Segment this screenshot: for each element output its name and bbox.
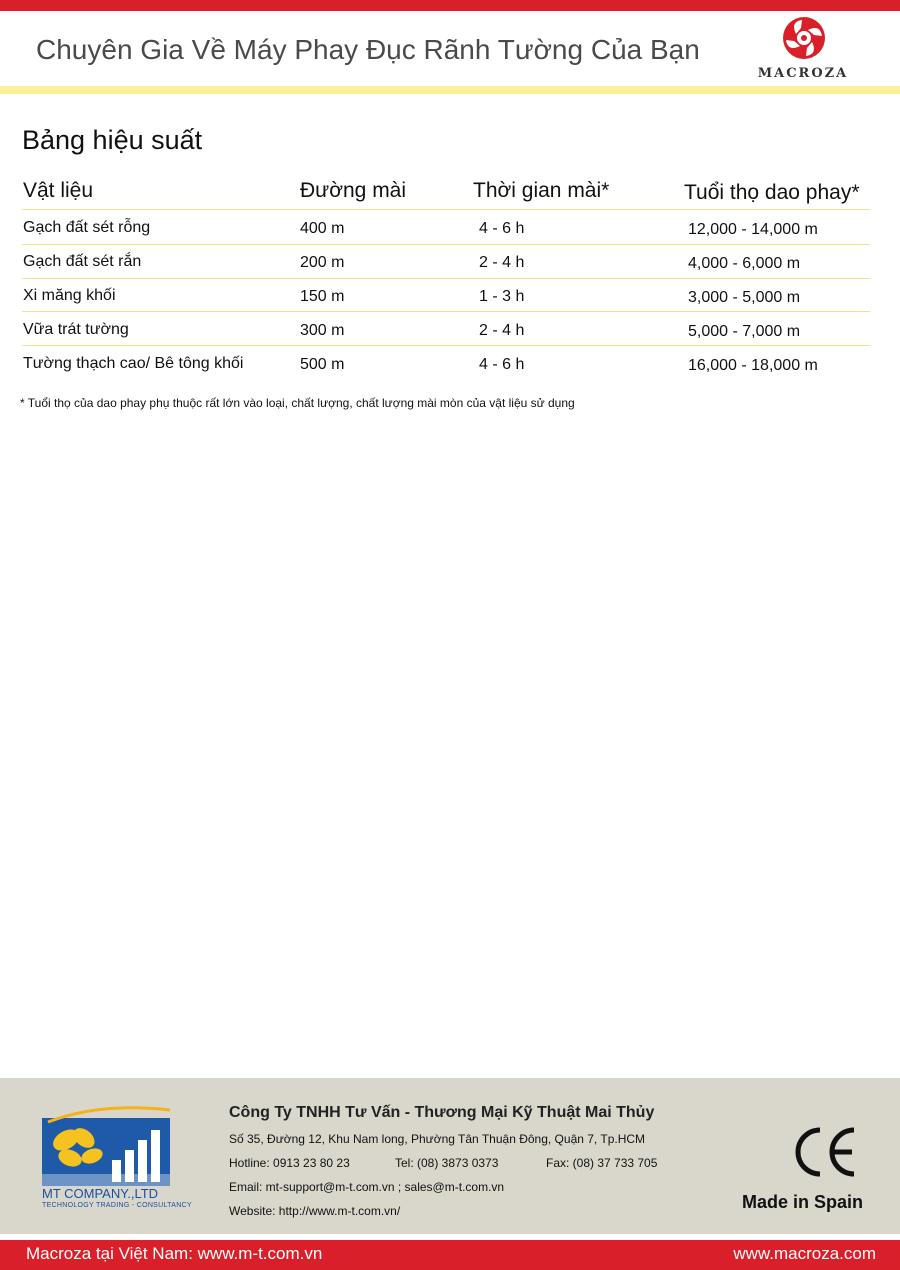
company-website[interactable]: Website: http://www.m-t.com.vn/ — [229, 1204, 401, 1218]
macroza-logo-text: MACROZA — [757, 66, 849, 81]
cell-cut-length: 500 m — [300, 356, 345, 373]
cell-material: Gạch đất sét rắn — [23, 253, 142, 270]
column-header-material: Vật liệu — [23, 179, 94, 202]
table-divider — [22, 209, 870, 210]
company-fax: Fax: (08) 37 733 705 — [546, 1156, 658, 1170]
macroza-emblem-icon — [740, 14, 870, 66]
cell-cut-length: 300 m — [300, 322, 345, 339]
cell-material: Xi măng khối — [23, 287, 116, 304]
cell-blade-life: 3,000 - 5,000 m — [688, 289, 801, 306]
column-header-cut-length: Đường mài — [300, 179, 407, 202]
page-header-title: Chuyên Gia Về Máy Phay Đục Rãnh Tường Của Bạn — [36, 34, 700, 65]
company-email[interactable]: Email: mt-support@m-t.com.vn ; sales@m-t.com.vn — [229, 1180, 505, 1194]
header-yellow-stripe — [0, 86, 900, 94]
performance-table-title: Bảng hiệu suất — [22, 125, 203, 155]
vietnam-site-link[interactable]: Macroza tại Việt Nam: www.m-t.com.vn — [26, 1244, 323, 1263]
column-header-cut-time: Thời gian mài* — [473, 179, 610, 202]
cell-blade-life: 12,000 - 14,000 m — [688, 221, 818, 238]
macroza-logo — [740, 14, 870, 86]
table-divider — [22, 278, 870, 279]
company-address: Số 35, Đường 12, Khu Nam long, Phường Tân Thuận Đông, Quận 7, Tp.HCM — [229, 1132, 646, 1146]
cell-blade-life: 4,000 - 6,000 m — [688, 255, 801, 272]
table-divider — [22, 345, 870, 346]
mt-company-name: MT COMPANY.,LTD — [42, 1186, 159, 1201]
made-in-spain-label: Made in Spain — [742, 1192, 864, 1212]
ce-mark-icon — [790, 1124, 860, 1180]
cell-cut-time: 1 - 3 h — [479, 288, 525, 305]
company-name: Công Ty TNHH Tư Vấn - Thương Mại Kỹ Thuật Mai Thủy — [229, 1104, 655, 1121]
table-divider — [22, 244, 870, 245]
cell-blade-life: 16,000 - 18,000 m — [688, 357, 818, 374]
cell-cut-length: 150 m — [300, 288, 345, 305]
mt-company-tagline: TECHNOLOGY TRADING - CONSULTANCY — [42, 1202, 192, 1209]
cell-material: Vữa trát tường — [23, 321, 129, 338]
cell-cut-time: 2 - 4 h — [479, 322, 525, 339]
company-hotline: Hotline: 0913 23 80 23 — [229, 1156, 350, 1170]
cell-cut-time: 2 - 4 h — [479, 254, 525, 271]
cell-cut-time: 4 - 6 h — [479, 220, 525, 237]
macroza-site-link[interactable]: www.macroza.com — [733, 1244, 876, 1263]
table-divider — [22, 311, 870, 312]
cell-material: Tường thạch cao/ Bê tông khối — [23, 355, 244, 372]
column-header-blade-life: Tuổi thọ dao phay* — [684, 181, 860, 204]
cell-blade-life: 5,000 - 7,000 m — [688, 323, 801, 340]
cell-material: Gạch đất sét rỗng — [23, 219, 151, 236]
top-red-bar — [0, 0, 900, 11]
cell-cut-length: 400 m — [300, 220, 345, 237]
cell-cut-time: 4 - 6 h — [479, 356, 525, 373]
company-tel: Tel: (08) 3873 0373 — [395, 1156, 499, 1170]
table-footnote: * Tuổi thọ của dao phay phụ thuộc rất lớn vào loại, chất lượng, chất lượng mài mòn của vật liệu sử dụng — [20, 396, 575, 410]
cell-cut-length: 200 m — [300, 254, 345, 271]
